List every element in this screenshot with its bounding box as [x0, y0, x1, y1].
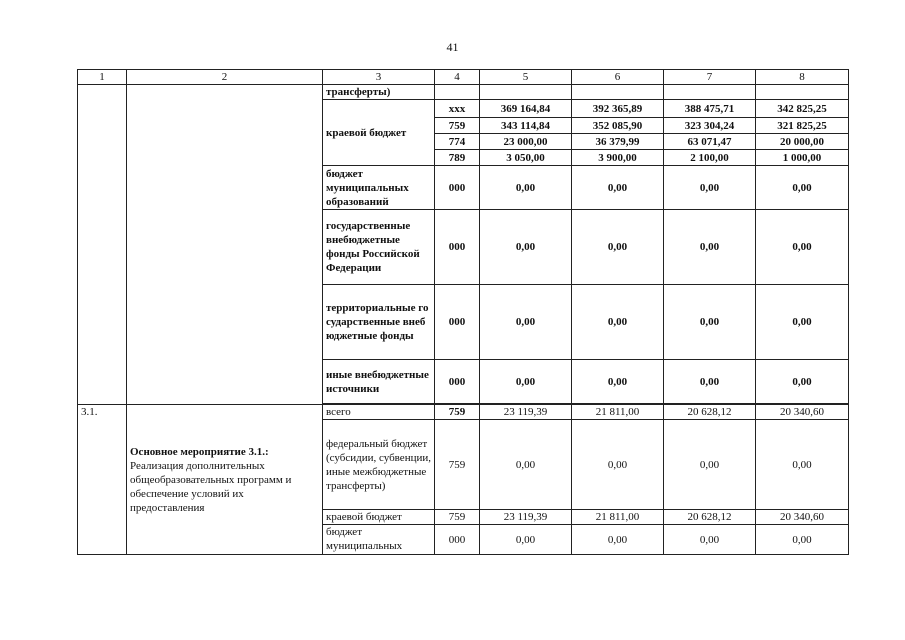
value-cell: 0,00 — [664, 285, 756, 360]
value-cell: 1 000,00 — [756, 150, 849, 166]
header-cell: 5 — [480, 70, 572, 85]
code-cell: 000 — [435, 210, 480, 285]
value-cell: 388 475,71 — [664, 100, 756, 118]
code-cell: 000 — [435, 360, 480, 404]
value-cell: 2 100,00 — [664, 150, 756, 166]
value-cell: 0,00 — [572, 210, 664, 285]
header-cell: 2 — [127, 70, 323, 85]
code-cell: 000 — [435, 525, 480, 555]
value-cell: 3 900,00 — [572, 150, 664, 166]
measure-number: 3.1. — [78, 405, 127, 555]
value-cell: 0,00 — [480, 360, 572, 404]
empty-cell — [664, 85, 756, 100]
empty-cell — [572, 85, 664, 100]
measure-cell — [127, 405, 323, 555]
value-cell: 0,00 — [756, 420, 849, 510]
value-cell: 321 825,25 — [756, 118, 849, 134]
row-label: всего — [323, 405, 435, 420]
code-cell: 789 — [435, 150, 480, 166]
value-cell: 0,00 — [572, 525, 664, 555]
value-cell: 63 071,47 — [664, 134, 756, 150]
value-cell: 20 628,12 — [664, 405, 756, 420]
code-cell: 759 — [435, 510, 480, 525]
value-cell: 0,00 — [756, 285, 849, 360]
value-cell: 20 628,12 — [664, 510, 756, 525]
value-cell: 323 304,24 — [664, 118, 756, 134]
value-cell: 0,00 — [572, 360, 664, 404]
value-cell: 0,00 — [664, 525, 756, 555]
number-cell — [78, 85, 127, 405]
code-cell: 000 — [435, 166, 480, 210]
value-cell: 21 811,00 — [572, 510, 664, 525]
value-cell: 0,00 — [756, 210, 849, 285]
code-cell: 774 — [435, 134, 480, 150]
value-cell: 343 114,84 — [480, 118, 572, 134]
value-cell: 0,00 — [664, 166, 756, 210]
value-cell: 0,00 — [572, 285, 664, 360]
value-cell: 352 085,90 — [572, 118, 664, 134]
header-cell: 4 — [435, 70, 480, 85]
value-cell: 0,00 — [664, 360, 756, 404]
value-cell: 20 000,00 — [756, 134, 849, 150]
value-cell: 0,00 — [480, 166, 572, 210]
value-cell: 0,00 — [756, 525, 849, 555]
value-cell: 20 340,60 — [756, 405, 849, 420]
value-cell: 20 340,60 — [756, 510, 849, 525]
measure-description: Реализация дополнительных общеобразовательных программ и обеспечение условий их предоставления — [130, 459, 292, 514]
code-cell: 000 — [435, 285, 480, 360]
table-row — [78, 85, 849, 100]
code-cell: xxx — [435, 100, 480, 118]
value-cell: 0,00 — [480, 525, 572, 555]
value-cell: 36 379,99 — [572, 134, 664, 150]
row-label: территориальные государственные внебюджетные фонды — [323, 285, 435, 360]
row-label: бюджет муниципальных образований — [323, 166, 435, 210]
row-label: иные внебюджетные источники — [323, 360, 435, 404]
header-cell: 7 — [664, 70, 756, 85]
empty-cell — [756, 85, 849, 100]
value-cell: 23 119,39 — [480, 405, 572, 420]
measure-title: Основное мероприятие 3.1.: — [130, 445, 269, 458]
empty-cell — [480, 85, 572, 100]
value-cell: 0,00 — [664, 210, 756, 285]
value-cell: 0,00 — [572, 166, 664, 210]
value-cell: 21 811,00 — [572, 405, 664, 420]
header-row — [78, 70, 849, 85]
value-cell: 23 000,00 — [480, 134, 572, 150]
value-cell: 0,00 — [480, 420, 572, 510]
code-cell: 759 — [435, 118, 480, 134]
value-cell: 0,00 — [664, 420, 756, 510]
budget-table — [77, 69, 849, 555]
value-cell: 0,00 — [756, 166, 849, 210]
header-cell: 8 — [756, 70, 849, 85]
measure-cell — [127, 85, 323, 405]
value-cell: 0,00 — [480, 285, 572, 360]
row-label: государственные внебюджетные фонды Российской Федерации — [323, 210, 435, 285]
row-label: краевой бюджет — [323, 510, 435, 525]
value-cell: 0,00 — [756, 360, 849, 404]
value-cell: 369 164,84 — [480, 100, 572, 118]
page-number: 41 — [446, 40, 459, 54]
row-label: федеральный бюджет (субсидии, субвенции, иные межбюджетные трансферты) — [323, 420, 435, 510]
code-cell: 759 — [435, 405, 480, 420]
value-cell: 3 050,00 — [480, 150, 572, 166]
row-label: краевой бюджет — [323, 100, 435, 166]
table-row — [78, 405, 849, 420]
header-cell: 1 — [78, 70, 127, 85]
value-cell: 0,00 — [480, 210, 572, 285]
value-cell: 23 119,39 — [480, 510, 572, 525]
header-cell: 6 — [572, 70, 664, 85]
value-cell: 0,00 — [572, 420, 664, 510]
value-cell: 392 365,89 — [572, 100, 664, 118]
code-cell: 759 — [435, 420, 480, 510]
empty-cell — [435, 85, 480, 100]
header-cell: 3 — [323, 70, 435, 85]
value-cell: 342 825,25 — [756, 100, 849, 118]
row-label: трансферты) — [323, 85, 435, 100]
row-label: бюджет муниципальных — [323, 525, 435, 555]
